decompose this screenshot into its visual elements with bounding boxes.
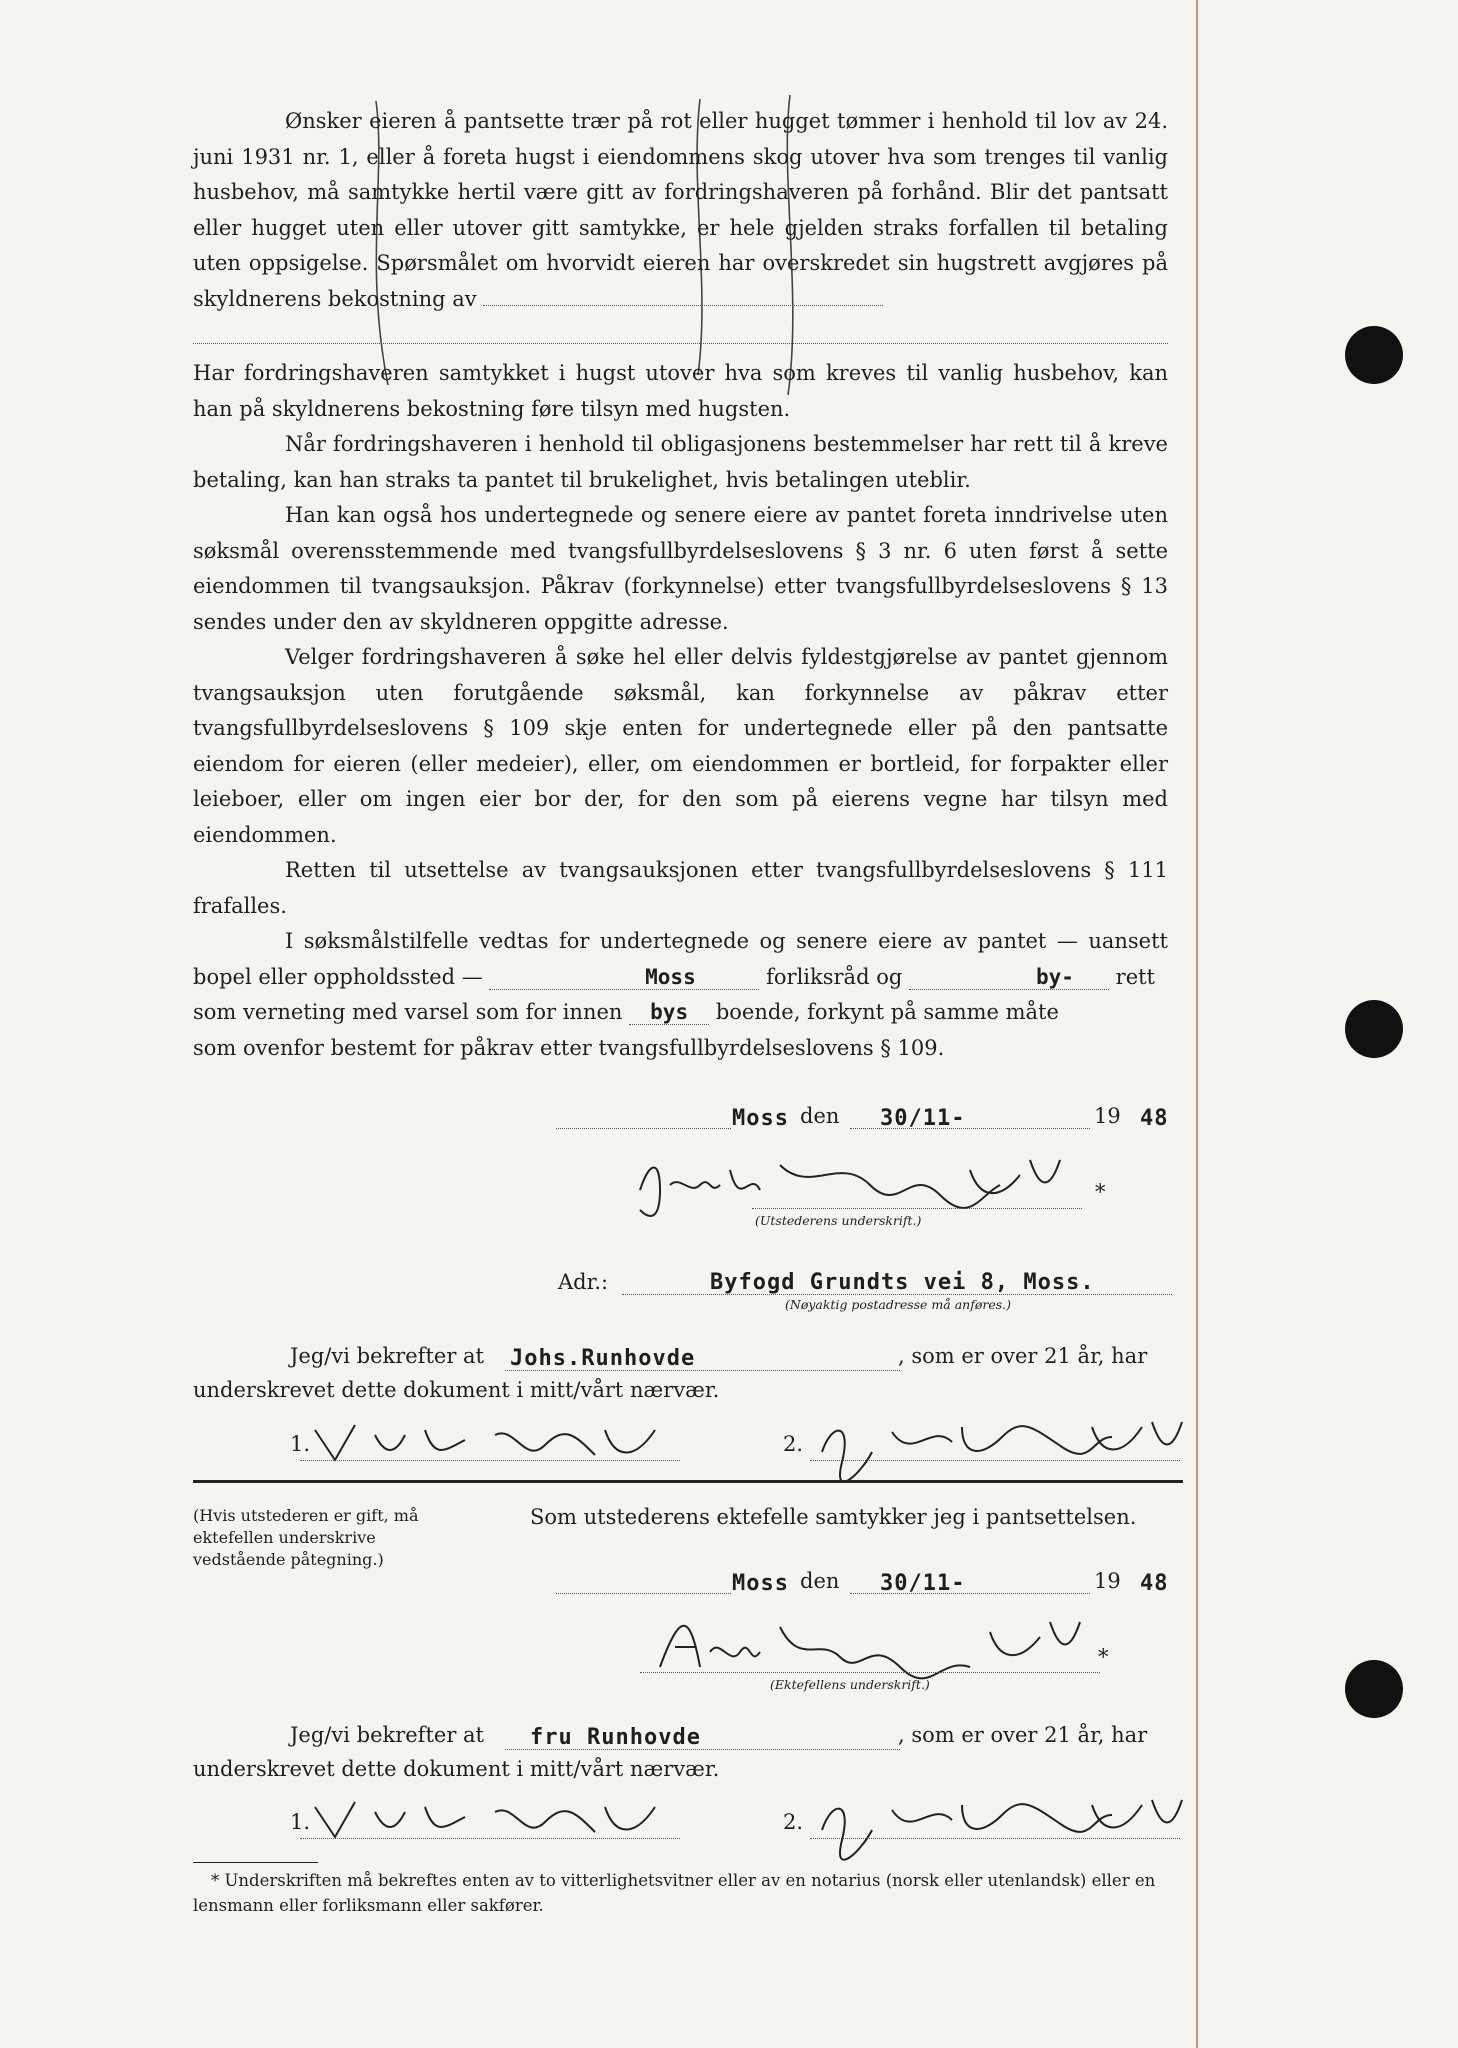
margin-line	[1196, 0, 1198, 2048]
paragraph-utsettelse: Retten til utsettelse av tvangsauksjonen etter tvangsfullbyrdelseslovens § 111 frafalles.	[193, 858, 1168, 918]
section-divider	[193, 1480, 1183, 1483]
issuer-address: Byfogd Grundts vei 8, Moss.	[710, 1270, 1095, 1295]
witness2-signature-1	[305, 1792, 685, 1851]
paragraph-verneting-2: som verneting med varsel som for innen bys boende, forkynt på samme måte	[193, 1000, 1059, 1024]
spouse-signature	[650, 1612, 1110, 1686]
witness2-confirm: Jeg/vi bekrefter at	[290, 1723, 484, 1747]
paragraph-betaling: Når fordringshaveren i henhold til obligasjonens bestemmelser har rett til å kreve betaling, kan han straks ta pantet til brukelighet, hvis betalingen uteblir.	[193, 432, 1168, 492]
witness1-signature-2	[812, 1412, 1192, 1471]
issuer-place: Moss	[732, 1106, 789, 1131]
court-place: Moss	[489, 965, 759, 990]
paragraph-tilsyn: Har fordringshaveren samtykket i hugst utover hva som kreves til vanlig husbehov, kan han på skyldnerens bekostning føre tilsyn med hugsten.	[193, 361, 1168, 421]
paragraph-inndrivelse: Han kan også hos undertegnede og senere eiere av pantet foreta inndrivelse uten søksmål overensstemmende med tvangsfullbyrdelseslovens § 3 nr. 6 uten først å sette eiendommen til tvangsauksjon. Påkrav (forkynnelse) etter tvangsfullbyrdelseslovens § 13 sendes under den av skyldneren oppgitte adresse.	[193, 503, 1168, 634]
address-caption: (Nøyaktig postadresse må anføres.)	[785, 1297, 1011, 1312]
issuer-date: 30/11-	[880, 1106, 966, 1131]
punch-hole-bottom	[1345, 1660, 1403, 1718]
spouse-place: Moss	[732, 1571, 789, 1596]
terms-text	[193, 104, 1168, 1066]
footnote: * Underskriften må bekreftes enten av to vitterlighetsvitner eller av en notarius (norsk eller utenlandsk) eller en lensmann eller forliksmann eller sakfører.	[193, 1871, 1156, 1915]
footnote-rule	[193, 1862, 318, 1863]
issuer-signature-caption: (Utstederens underskrift.)	[755, 1213, 922, 1228]
spouse-note: (Hvis utstederen er gift, må ektefellen underskrive vedstående påtegning.)	[193, 1506, 419, 1569]
witness1-person: Johs.Runhovde	[510, 1346, 696, 1371]
paragraph-verneting-3: som ovenfor bestemt for påkrav etter tvangsfullbyrdelseslovens § 109.	[193, 1035, 945, 1060]
spouse-date: 30/11-	[880, 1571, 966, 1596]
spouse-year: 48	[1140, 1571, 1169, 1596]
witness2-person: fru Runhovde	[530, 1725, 701, 1750]
document-page: Ønsker eieren å pantsette trær på rot eller hugget tømmer i henhold til lov av 24. juni 1931 nr. 1, eller å foreta hugst i eiendommens skog utover hva som trenges til vanlig husbehov, må samtykke hertil være gitt av fordringshaveren på forhånd. Blir det pantsatt eller hugget uten eller utover gitt samtykke, er hele gjelden straks forfallen til betaling uten oppsigelse. Spørsmålet om hvorvidt eieren har overskredet sin hugstrett avgjøres på skyldnerens bekostning av Har fordringshaveren samtykket i hugst utover hva som kreves til vanlig husbehov, kan han på skyldnerens bekostning føre tilsyn med hugsten. Når fordringshaveren i henhold til obligasjonens bestemmelser har rett til å kreve betaling, kan han straks ta pantet til brukelighet, hvis betalingen uteblir. Han kan også hos undertegnede og senere eiere av pantet foreta inndrivelse uten søksmål overensstemmende med tvangsfullbyrdelseslovens § 3 nr. 6 uten først å sette eiendommen til tvangsauksjon. Påkrav (forkynnelse) etter tvangsfullbyrdelseslovens § 13 sendes under den av skyldneren oppgitte adresse. Velger fordringshaveren å søke hel eller delvis fyldestgjørelse av pantet gjennom tvangsauksjon uten forutgående søksmål, kan forkynnelse av påkrav etter tvangsfullbyrdelseslovens § 109 skje enten for undertegnede eller på den pantsatte eiendom for eieren (eller medeier), eller, om eiendommen er bortleid, for forpakter eller leieboer, eller om ingen eier bor der, for den som på eierens vegne har tilsyn med eiendommen. Retten til utsettelse av tvangsauksjonen etter tvangsfullbyrdelseslovens § 111 frafalles. I søksmålstilfelle vedtas for undertegnede og senere eiere av pantet — uansett bopel eller oppholdssted — Moss forliksråd og by- rett som verneting med varsel som for innen bys boende, forkynt på samme måte som ovenfor bestemt for påkrav etter tvangsfullbyrdelseslovens § 109. Moss den 30/11- 19 48 * (Utstederens underskrift.) Adr.: Byfogd Grundts vei 8, Moss. (Nøyaktig postadresse må anføres.) Jeg/vi bekrefter at Johs.Runhovde , som er over 21 år, har underskrevet dette dokument i mitt/vårt nærvær. 1. 2. (Hvis utstederen er gift, må ektefellen underskrive vedstående påtegning.) Som utstederens ektefelle samtykker jeg i pantsettelsen. Moss den 30/11- 19 48 * (Ektefellens underskrift.) Jeg/vi bekrefter at fru Runhovde , som er over 21 år, har underskrevet dette dokument i mitt/vårt nærvær. 1. 2. * Underskriften må bekreftes enten av to vitterlighetsvitner eller av en notarius (norsk eller utenlandsk) eller en lensmann eller forliksmann eller sakfører.	[0, 0, 1458, 2048]
residence-type: bys	[629, 1000, 709, 1025]
witness1-statement: underskrevet dette dokument i mitt/vårt nærvær.	[193, 1378, 720, 1402]
witness2-statement: underskrevet dette dokument i mitt/vårt nærvær.	[193, 1757, 720, 1781]
paragraph-tvangsauksjon: Velger fordringshaveren å søke hel eller delvis fyldestgjørelse av pantet gjennom tvangsauksjon uten forutgående søksmål, kan forkynnelse av påkrav etter tvangsfullbyrdelseslovens § 109 skje enten for undertegnede eller på den pantsatte eiendom for eieren (eller medeier), eller, om eiendommen er bortleid, for forpakter eller leieboer, eller om ingen eier bor der, for den som på eierens vegne har tilsyn med eiendommen.	[193, 645, 1168, 847]
address-label: Adr.:	[558, 1270, 609, 1294]
punch-hole-middle	[1345, 1000, 1403, 1058]
witness2-signature-2	[812, 1790, 1192, 1849]
dotted-rule	[193, 323, 1168, 344]
spouse-consent: Som utstederens ektefelle samtykker jeg i pantsettelsen.	[530, 1505, 1137, 1529]
punch-hole-top	[1345, 326, 1403, 384]
witness1-confirm: Jeg/vi bekrefter at	[290, 1344, 484, 1368]
issuer-year: 48	[1140, 1106, 1169, 1131]
court-type: by-	[909, 965, 1109, 990]
witness1-signature-1	[305, 1415, 685, 1474]
spouse-signature-caption: (Ektefellens underskrift.)	[770, 1677, 930, 1692]
paragraph-hugst: Ønsker eieren å pantsette trær på rot eller hugget tømmer i henhold til lov av 24. juni 1931 nr. 1, eller å foreta hugst i eiendommens skog utover hva som trenges til vanlig husbehov, må samtykke hertil være gitt av fordringshaveren på forhånd. Blir det pantsatt eller hugget uten eller utover gitt samtykke, er hele gjelden straks forfallen til betaling uten oppsigelse. Spørsmålet om hvorvidt eieren har overskredet sin hugstrett avgjøres på skyldnerens bekostning av	[193, 109, 1168, 311]
paragraph-verneting: I søksmålstilfelle vedtas for undertegnede og senere eiere av pantet — uansett bopel eller oppholdssted — Moss forliksråd og by- rett	[193, 929, 1168, 989]
